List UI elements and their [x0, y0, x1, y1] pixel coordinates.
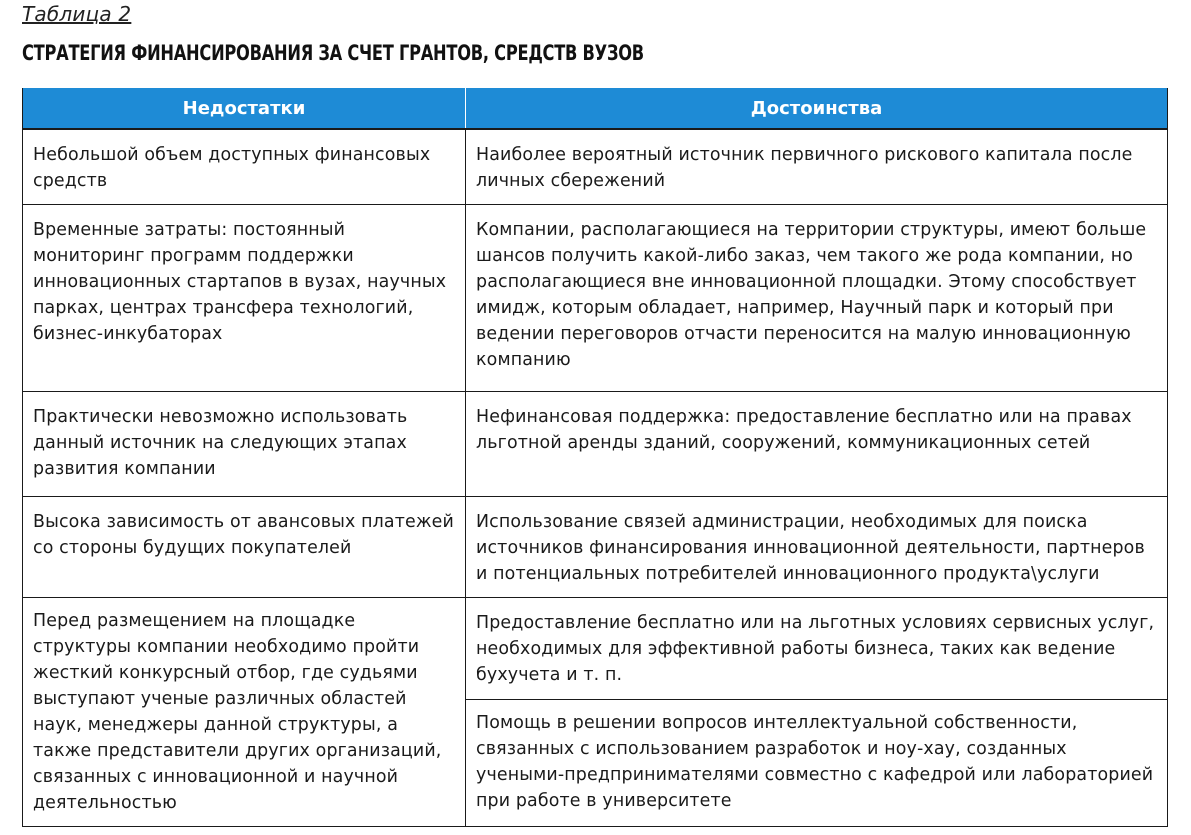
page-title: СТРАТЕГИЯ ФИНАНСИРОВАНИЯ ЗА СЧЕТ ГРАНТОВ, СРЕДСТВ ВУЗОВ — [22, 41, 644, 65]
disadvantage-cell: Практически невозможно использовать данный источник на следующих этапах развития компании — [23, 392, 466, 497]
table-row — [23, 205, 1168, 392]
table-header-row — [23, 88, 1168, 129]
advantage-cell: Наиболее вероятный источник первичного рискового капитала после личных сбережений — [466, 129, 1168, 205]
advantage-cell: Компании, располагающиеся на территории структуры, имеют больше шансов получить какой-либо заказ, чем такого же рода компании, но располагающиеся вне инновационной площадки. Этому способствует имидж, которым обладает, например, Научный парк и который при ведении переговоров отчасти переносится на малую инновационную компанию — [466, 205, 1168, 392]
table-row — [23, 129, 1168, 205]
table-row — [23, 598, 1168, 700]
disadvantage-cell: Перед размещением на площадке структуры компании необходимо пройти жесткий конкурсный отбор, где судьями выступают ученые различных областей наук, менеджеры данной структуры, а также представители других организаций, связанных с инновационной и научной деятельностью — [23, 598, 466, 827]
table-caption: Таблица 2 — [22, 2, 132, 26]
disadvantage-cell: Высока зависимость от авансовых платежей со стороны будущих покупателей — [23, 497, 466, 598]
header-advantages: Достоинства — [466, 88, 1168, 129]
strategy-table — [22, 88, 1168, 827]
advantage-cell: Использование связей администрации, необходимых для поиска источников финансирования инновационной деятельности, партнеров и потенциальных потребителей инновационного продукта\услуги — [466, 497, 1168, 598]
header-disadvantages: Недостатки — [23, 88, 466, 129]
advantage-cell: Нефинансовая поддержка: предоставление бесплатно или на правах льготной аренды зданий, сооружений, коммуникационных сетей — [466, 392, 1168, 497]
table-row — [23, 392, 1168, 497]
advantage-cell: Помощь в решении вопросов интеллектуальной собственности, связанных с использованием разработок и ноу-хау, созданных учеными-предпринимателями совместно с кафедрой или лабораторией при работе в университете — [466, 700, 1168, 827]
table-row — [23, 497, 1168, 598]
disadvantage-cell: Временные затраты: постоянный мониторинг программ поддержки инновационных стартапов в вузах, научных парках, центрах трансфера технологий, бизнес-инкубаторах — [23, 205, 466, 392]
disadvantage-cell: Небольшой объем доступных финансовых средств — [23, 129, 466, 205]
advantage-cell: Предоставление бесплатно или на льготных условиях сервисных услуг, необходимых для эффективной работы бизнеса, таких как ведение бухучета и т. п. — [466, 598, 1168, 700]
